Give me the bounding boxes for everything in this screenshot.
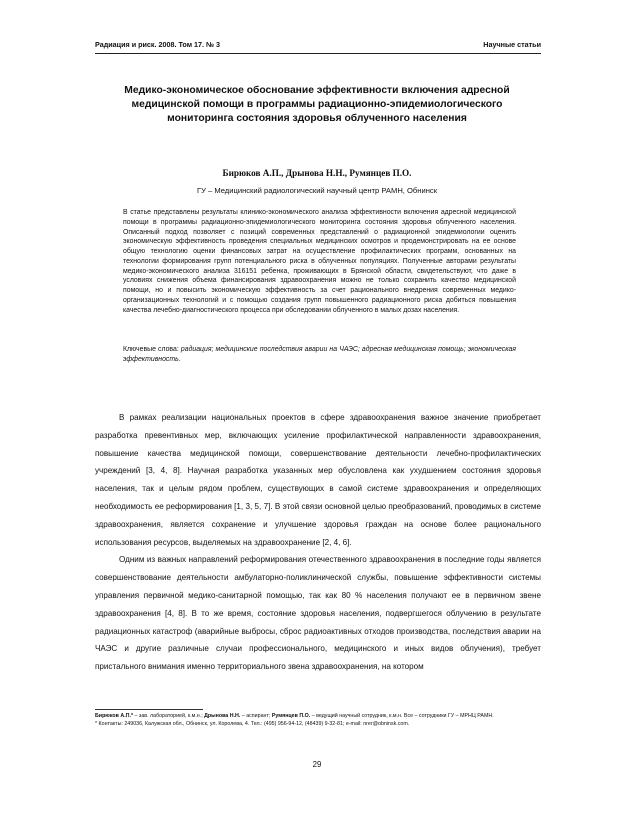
- header-divider: [95, 53, 541, 54]
- footnote-author-name: Дрынова Н.Н.: [204, 713, 241, 719]
- body-paragraph: Одним из важных направлений реформирования отечественного здравоохранения в последние годы является совершенствование деятельности амбулаторно-поликлинической службы, повышение эффективности системы управления первичной медико-санитарной помощью, так как 80 % населения получают ее в первичном звене здравоохранения [4, 8]. В то же время, состояние здоровья населения, подвергшегося облучению в результате радиационных катастроф (аварийные выбросы, сброс радиоактивных отходов производства, последствия аварии на ЧАЭС и другие различные случаи профессионального, медицинского и иных видов облучения), требует пристального внимания именно территориального звена здравоохранения, на котором: [95, 555, 541, 672]
- body-paragraph: В рамках реализации национальных проектов в сфере здравоохранения важное значение приобретает разработка превентивных мер, включающих усиление профилактической направленности здравоохранения, повышение качества медицинской помощи, совершенствование деятельности лечебно-профилактических учреждений [3, 4, 8]. Научная разработка указанных мер обусловлена как ухудшением состояния здоровья населения, так и целым рядом проблем, существующих в самой системе здравоохранения и определяющих необходимость ее реформирования [1, 3, 5, 7]. В этой связи основной целью преобразований, проводимых в системе здравоохранения, является сохранение и улучшение здоровья граждан на основе более рационального использования ресурсов, выделяемых на здравоохранение [2, 4, 6].: [95, 413, 541, 547]
- footnote-contacts: * Контакты: 249036, Калужская обл., Обнинск, ул. Королева, 4. Тел.: (495) 956-94-12, (48439) 9-32-81; e-mail: nrer@obninsk.com.: [95, 720, 410, 727]
- article-body: [95, 409, 541, 676]
- footnote: [95, 713, 541, 729]
- footnote-author-role: – зав. лабораторией, к.м.н.;: [133, 713, 205, 719]
- article-title: Медико-экономическое обоснование эффективности включения адресной медицинской помощи в программы радиационно-эпидемиологического мониторинга состояния здоровья облученного населения: [124, 85, 510, 125]
- footnote-author-name: Бирюков А.П.*: [95, 713, 134, 719]
- footnote-authors: [95, 713, 541, 721]
- section-name: Научные статьи: [483, 40, 541, 49]
- keywords-label: Ключевые слова:: [123, 346, 181, 353]
- running-header: [95, 40, 541, 50]
- keywords-values: радиация; медицинские последствия аварии на ЧАЭС; адресная медицинская помощь; экономическая эффективность.: [123, 346, 516, 363]
- abstract: [123, 208, 516, 315]
- footnote-author-role: – ведущий научный сотрудник, к.м.н. Все – сотрудники ГУ – МРНЦ РАМН.: [310, 713, 494, 719]
- affiliation: ГУ – Медицинский радиологический научный центр РАМН, Обнинск: [196, 186, 438, 195]
- page-number: 29: [312, 760, 322, 769]
- keywords-paragraph: [123, 345, 516, 365]
- journal-reference: Радиация и риск. 2008. Том 17. № 3: [95, 40, 221, 49]
- footnote-author-role: – аспирант;: [240, 713, 272, 719]
- footnote-divider: [95, 709, 203, 710]
- abstract-text: В статье представлены результаты клинико-экономического анализа эффективности включения адресной медицинской помощи в программы радиационно-эпидемиологического мониторинга состояния здоровья облученного населения. Описанный подход позволяет с позиций современных представлений о радиационной эпидемиологии оценить экономическую эффективность проведения специальных медицинских осмотров и продемонстрировать на ее основе общую технологию оценки финансовых затрат на осуществление профилактических программ, основанных на технологии формирования групп потенциального риска в облученных популяциях. Полученные авторами результаты медико-экономического анализа 316151 ребенка, проживающих в Брянской области, свидетельствуют, что даже в условиях снижения объема финансирования здравоохранения можно не только сохранить качество медицинской помощи, но и повысить экономическую эффективность за счет рационального внедрения современных медико-организационных технологий и с помощью создания групп повышенного радиационного риска добиться повышения качества лечебно-диагностического процесса при обследовании облученного в малых дозах населения.: [123, 209, 516, 314]
- keywords: [123, 345, 516, 365]
- author-list: Бирюков А.П., Дрынова Н.Н., Румянцев П.О.: [222, 168, 412, 178]
- footnote-author-name: Румянцев П.О.: [271, 713, 311, 719]
